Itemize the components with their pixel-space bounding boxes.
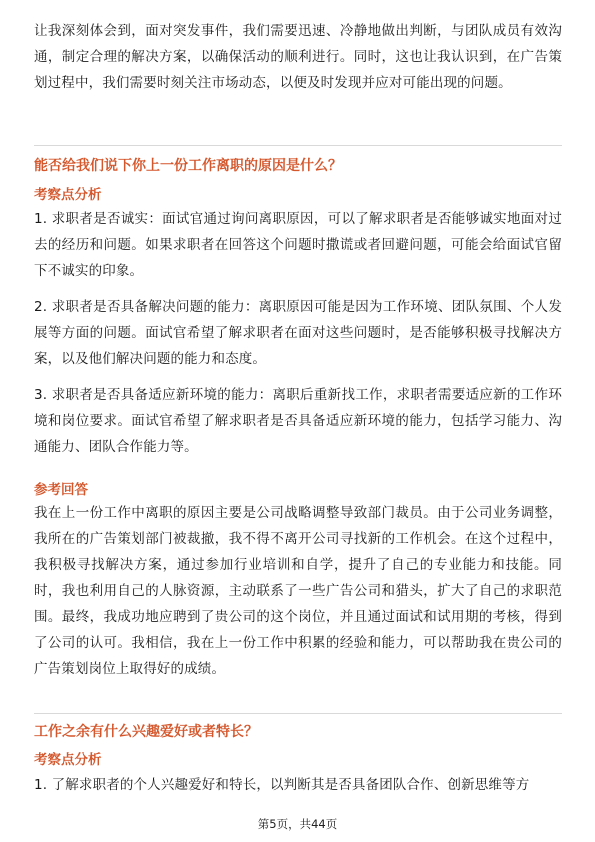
analysis-point: 3. 求职者是否具备适应新环境的能力：离职后重新找工作，求职者需要适应新的工作环境和岗位要求。面试官希望了解求职者是否具备适应新环境的能力，包括学习能力、沟通能力、团队合作能力等。 — [34, 387, 562, 455]
answer-heading: 参考回答 — [34, 482, 88, 498]
analysis-point: 1. 求职者是否诚实：面试官通过询问离职原因，可以了解求职者是否能够诚实地面对过去的经历和问题。如果求职者在回答这个问题时撒谎或者回避问题，可能会给面试官留下不诚实的印象。 — [34, 211, 562, 279]
intro-paragraph: 让我深刻体会到，面对突发事件，我们需要迅速、冷静地做出判断，与团队成员有效沟通，制定合理的解决方案，以确保活动的顺利进行。同时，这也让我认识到，在广告策划过程中，我们需要时刻关注市场动态，以便及时发现并应对可能出现的问题。 — [34, 23, 562, 91]
section-divider — [34, 145, 562, 146]
analysis-point: 1. 了解求职者的个人兴趣爱好和特长，以判断其是否具备团队合作、创新思维等方 — [34, 777, 530, 793]
page-number: 第5页，共44页 — [257, 817, 338, 831]
section-divider — [34, 713, 562, 714]
question-title: 工作之余有什么兴趣爱好或者特长？ — [34, 724, 258, 740]
analysis-heading: 考察点分析 — [34, 752, 102, 768]
question-title: 能否给我们说下你上一份工作离职的原因是什么？ — [34, 158, 342, 174]
answer-paragraph: 我在上一份工作中离职的原因主要是公司战略调整导致部门裁员。由于公司业务调整，我所在的广告策划部门被裁撤，我不得不离开公司寻找新的工作机会。在这个过程中，我积极寻找解决方案，通过参加行业培训和自学，提升了自己的专业能力和技能。同时，我也利用自己的人脉资源，主动联系了一些广告公司和猎头，扩大了自己的求职范围。最终，我成功地应聘到了贵公司的这个岗位，并且通过面试和试用期的考核，得到了公司的认可。我相信，我在上一份工作中积累的经验和能力，可以帮助我在贵公司的广告策划岗位上取得好的成绩。 — [34, 505, 562, 677]
analysis-point: 2. 求职者是否具备解决问题的能力：离职原因可能是因为工作环境、团队氛围、个人发展等方面的问题。面试官希望了解求职者在面对这些问题时，是否能够积极寻找解决方案，以及他们解决问题的能力和态度。 — [34, 299, 562, 367]
analysis-heading: 考察点分析 — [34, 187, 102, 203]
